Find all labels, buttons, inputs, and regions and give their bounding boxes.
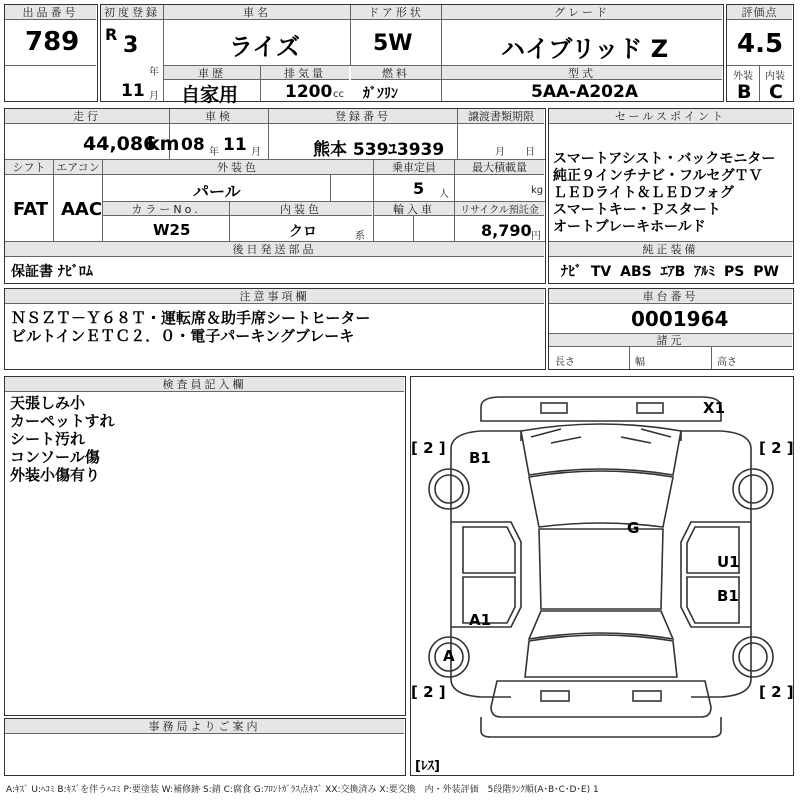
capacity-unit: 人 [439,189,449,200]
fuel-value: ｶﾞｿﾘﾝ [363,86,398,102]
car-name: ライズ [229,33,301,61]
registration-value: 熊本 539ﾕ3939 [313,140,445,160]
ext-color-label: 外装色 [103,160,373,175]
history-value: 自家用 [181,84,239,106]
damage-mark: A [443,647,455,665]
first-reg-month: 11 [121,81,145,101]
inspector-line: 外装小傷有り [10,466,101,484]
car-diagram [411,377,791,773]
inspection-year-unit: 年 [209,147,219,158]
mileage-value: 44,086 [83,133,157,155]
sales-points-label: セールスポイント [549,109,792,124]
later-parts-label: 後日発送部品 [5,242,544,257]
notes-label: 注意事項欄 [5,289,544,304]
model-value: 5AA-A202A [531,82,638,102]
ext-color-value: パール [193,182,241,201]
first-reg-year: 3 [123,33,139,58]
sales-points-box [548,108,794,284]
sales-point: ＬＥＤライト＆ＬＥＤフォグ [553,185,734,201]
lot-box [4,4,98,102]
notes-list [11,309,370,345]
inspector-line: シート汚れ [10,430,86,448]
registration-label: 登録番号 [269,109,457,124]
transfer-day: 日 [525,147,535,158]
transfer-month: 月 [495,147,505,158]
first-reg-label: 初度登録 [101,5,163,20]
history-label: 車歴 [164,66,260,80]
score-value: 4.5 [737,29,784,59]
damage-mark: G [627,519,640,537]
door-type: 5W [373,31,413,56]
int-color-label: 内装色 [230,202,372,216]
capacity-value: 5 [413,179,425,198]
int-score: C [769,81,783,103]
ext-score-label: 外装 [733,71,753,82]
recycle-value: 8,790 [481,221,532,240]
displacement-value: 1200 [285,82,333,102]
first-reg-era: R [105,25,118,44]
chassis-box [548,288,794,370]
office-label: 事務局よりご案内 [5,719,404,734]
inspection-label: 車検 [170,109,268,124]
chassis-number: 0001964 [631,307,729,331]
recycle-unit: 円 [531,231,541,242]
inspector-line: 天張しみ小 [10,394,86,412]
int-color-value: クロ [289,224,317,240]
sales-point: オートブレーキホールド [553,219,706,235]
transfer-label: 譲渡書類期限 [458,109,544,124]
mileage-label: 走行 [5,109,169,124]
tire-mark-front-right: [ 2 ] [759,439,794,457]
sales-point: 純正９インチナビ・フルセグＴＶ [553,168,763,184]
door-label: ドア形状 [351,5,441,20]
lot-number: 789 [25,27,80,57]
aircon-value: AAC [61,199,103,220]
int-score-label: 内装 [765,71,785,82]
car-name-label: 車名 [164,5,350,20]
genuine-value: ﾅﾋﾞ TV ABS ｴｱB ｱﾙﾐ PS PW [561,264,779,280]
color-no-label: カラーNo. [103,202,229,216]
dims-height: 高さ [717,357,737,368]
dims-length: 長さ [555,357,575,368]
inspector-box [4,376,406,716]
genuine-label: 純正装備 [549,242,792,257]
capacity-label: 乗車定員 [374,160,454,175]
legend: A:ｷｽﾞ U:ﾍｺﾐ B:ｷｽﾞを伴うﾍｺﾐ P:要塗装 W:補修跡 S:錆 C:腐食 G:ﾌﾛﾝﾄｶﾞﾗｽ点ｷｽﾞ XX:交換済み X:要交換 内・外装評価 5段階ﾗﾝｸ順(A･B･C･D･E) 1 [6,785,599,795]
first-reg-year-unit: 年 [149,67,159,78]
sales-point: スマートアシスト・バックモニター [553,151,776,167]
inspection-year: 08 [181,135,205,155]
score-box [726,4,794,102]
tire-mark-rear-left: [ 2 ] [411,683,446,701]
inspector-line: コンソール傷 [10,448,100,466]
inspector-list [10,394,115,484]
int-color-suffix: 系 [355,231,365,242]
notes-box [4,288,546,370]
dims-label: 諸元 [549,334,792,347]
sales-points-list [553,151,775,236]
note-line: ＮＳＺＴ－Ｙ６８Ｔ・運転席＆助手席シートヒーター [11,309,371,327]
grade-label: グレード [442,5,722,20]
lot-label: 出品番号 [5,5,96,20]
damage-mark: A1 [469,611,492,629]
inspection-month: 11 [223,135,247,155]
spare-tire-mark: [ﾚｽ] [415,759,440,774]
later-parts-value: 保証書 ﾅﾋﾞﾛﾑ [11,264,93,280]
dims-width: 幅 [635,357,645,368]
office-box [4,718,406,776]
shift-label: シフト [5,160,53,175]
inspector-line: カーペットすれ [10,412,115,430]
displacement-label: 排気量 [261,66,349,80]
damage-mark: X1 [703,399,726,417]
fuel-label: 燃料 [351,66,441,80]
damage-mark: B1 [469,449,491,467]
score-label: 評価点 [727,5,792,20]
mileage-unit: km [147,133,180,155]
damage-mark: U1 [717,553,740,571]
damage-diagram-box [410,376,794,776]
displacement-unit: cc [333,89,344,100]
tire-mark-rear-right: [ 2 ] [759,683,794,701]
aircon-label: エアコン [54,160,102,175]
color-no-value: W25 [153,221,191,239]
first-reg-month-unit: 月 [149,91,159,102]
max-load-unit: kg [531,185,544,196]
grade-value: ハイブリッド Z [501,35,669,63]
vehicle-info-box [100,4,724,106]
shift-value: FAT [13,199,49,220]
tire-mark-front-left: [ 2 ] [411,439,446,457]
inspector-label: 検査員記入欄 [5,377,404,392]
model-label: 型式 [442,66,722,80]
max-load-label: 最大積載量 [455,160,544,175]
spec-box [4,108,546,284]
sales-point: スマートキー・Ｐスタート [553,202,721,218]
damage-mark: B1 [717,587,739,605]
note-line: ビルトインＥＴＣ２．０・電子パーキングブレーキ [11,327,355,345]
ext-score: B [737,81,752,103]
inspection-month-unit: 月 [251,147,261,158]
recycle-label: リサイクル預託金 [455,202,544,216]
chassis-label: 車台番号 [549,289,792,304]
import-label: 輸入車 [374,202,454,216]
